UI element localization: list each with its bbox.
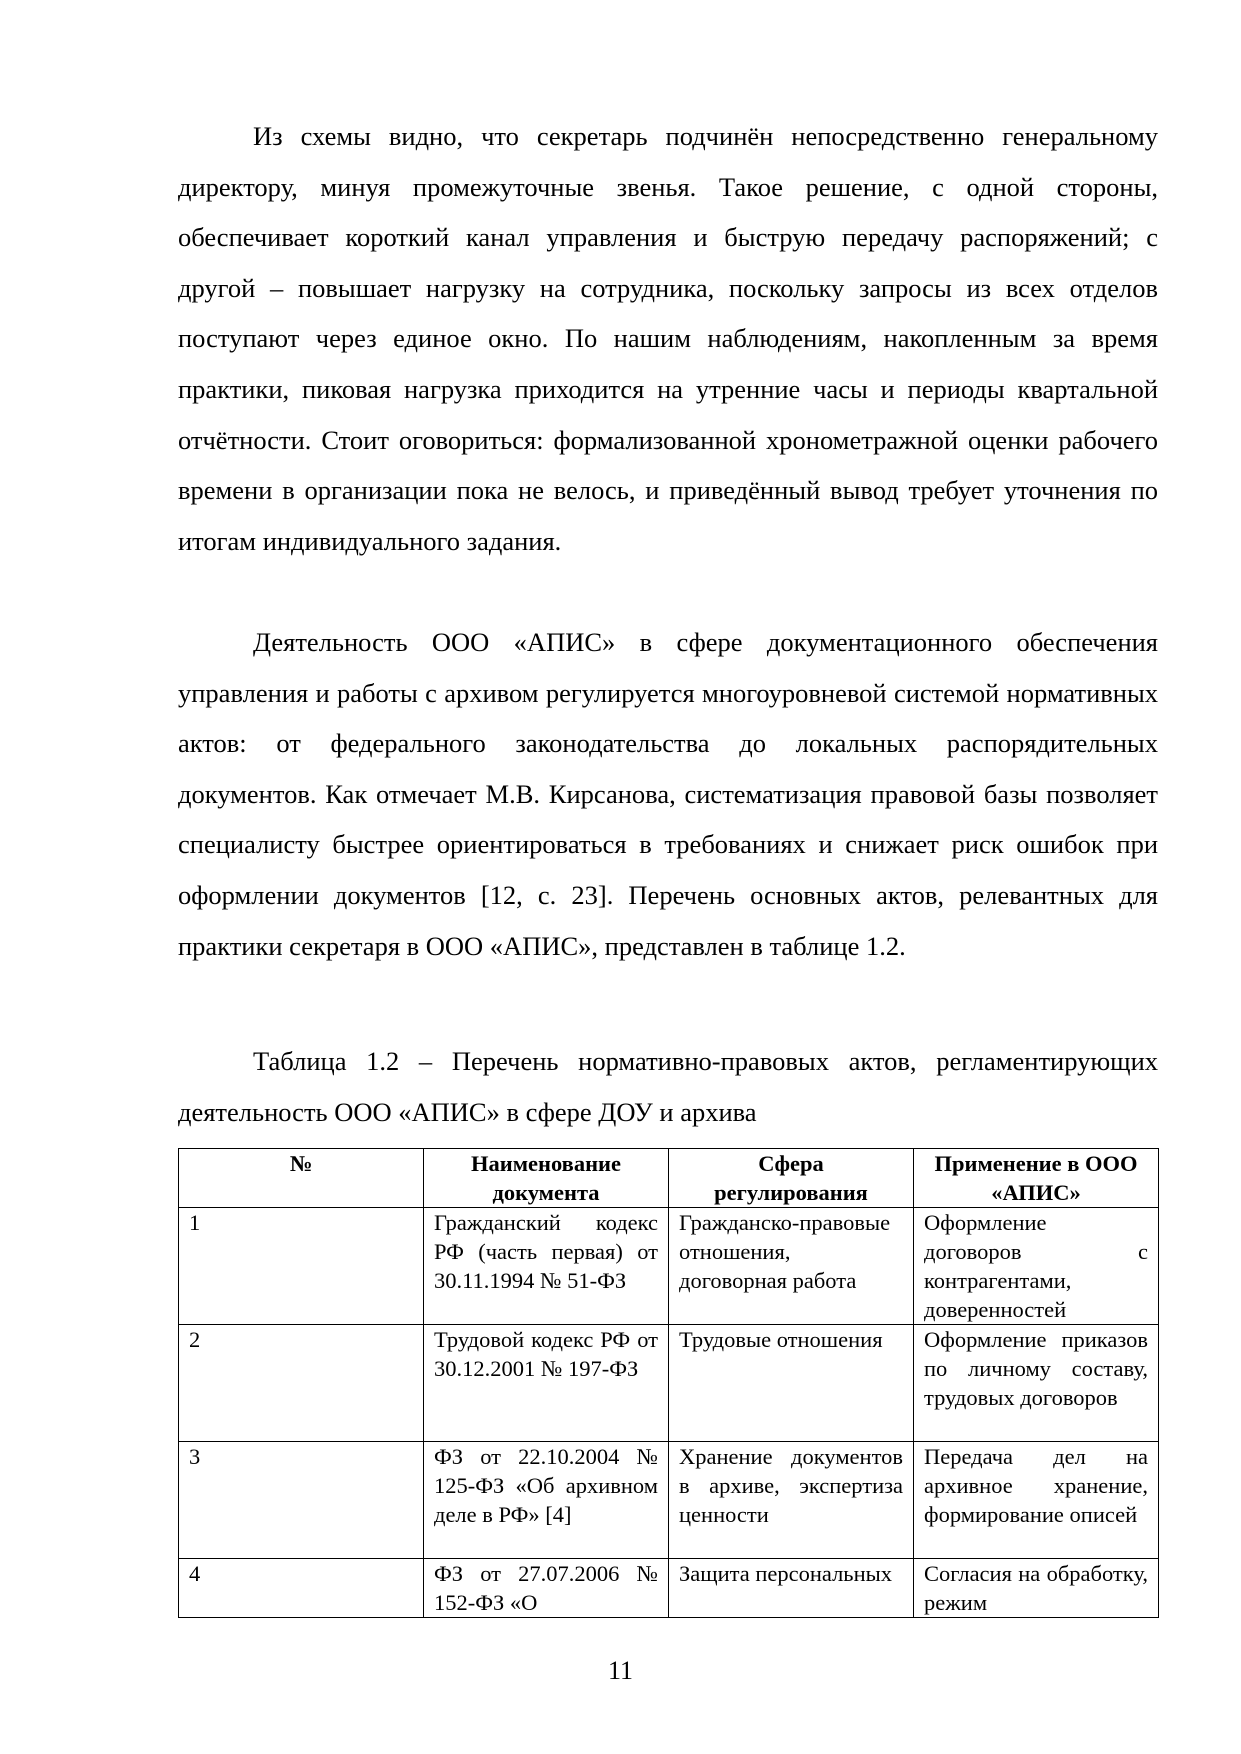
cell-document-name: ФЗ от 27.07.2006 № 152-ФЗ «О <box>424 1559 669 1618</box>
cell-number: 1 <box>179 1208 424 1325</box>
page-number: 11 <box>607 1656 634 1685</box>
cell-application: Согласия на обработку, режим <box>914 1559 1159 1618</box>
cell-regulation-scope: Трудовые отношения <box>669 1325 914 1442</box>
cell-number: 3 <box>179 1442 424 1559</box>
table-caption <box>178 1036 1158 1137</box>
cell-application: Передача дел на архивное хранение, формирование описей <box>914 1442 1159 1559</box>
cell-number: 2 <box>179 1325 424 1442</box>
paragraph-text: Деятельность ООО «АПИС» в сфере документационного обеспечения управления и работы с архивом регулируется многоуровневой системой нормативных актов: от федерального законодательства до локальных распорядительных документов. Как отмечает М.В. Кирсанова, систематизация правовой базы позволяет специалисту быстрее ориентироваться в требованиях и снижает риск ошибок при оформлении документов [12, с. 23]. Перечень основных актов, релевантных для практики секретаря в ООО «АПИС», представлен в таблице 1.2. <box>178 627 1158 961</box>
paragraph-2 <box>178 617 1158 971</box>
cell-application: Оформление приказов по личному составу, трудовых договоров <box>914 1325 1159 1442</box>
table-header-row <box>179 1149 1159 1208</box>
header-document-name: Наименование документа <box>424 1149 669 1208</box>
table-row <box>179 1208 1159 1325</box>
cell-regulation-scope: Хранение документов в архиве, экспертиза ценности <box>669 1442 914 1559</box>
table-row <box>179 1442 1159 1559</box>
paragraph-1 <box>178 111 1158 566</box>
header-application: Применение в ООО «АПИС» <box>914 1149 1159 1208</box>
cell-document-name: Трудовой кодекс РФ от 30.12.2001 № 197-ФЗ <box>424 1325 669 1442</box>
header-regulation-scope: Сфера регулирования <box>669 1149 914 1208</box>
table-caption-text: Таблица 1.2 – Перечень нормативно-правовых актов, регламентирующих деятельность ООО «АПИС» в сфере ДОУ и архива <box>178 1046 1158 1127</box>
cell-regulation-scope: Защита персональных <box>669 1559 914 1618</box>
cell-document-name: Гражданский кодекс РФ (часть первая) от 30.11.1994 № 51-ФЗ <box>424 1208 669 1325</box>
paragraph-text: Из схемы видно, что секретарь подчинён непосредственно генеральному директору, минуя промежуточные звенья. Такое решение, с одной стороны, обеспечивает короткий канал управления и быструю передачу распоряжений; с другой – повышает нагрузку на сотрудника, поскольку запросы из всех отделов поступают через единое окно. По нашим наблюдениям, накопленным за время практики, пиковая нагрузка приходится на утренние часы и периоды квартальной отчётности. Стоит оговориться: формализованной хронометражной оценки рабочего времени в организации пока не велось, и приведённый вывод требует уточнения по итогам индивидуального задания. <box>178 121 1158 556</box>
cell-application: Оформление договоров с контрагентами, доверенностей <box>914 1208 1159 1325</box>
header-number: № <box>179 1149 424 1208</box>
cell-regulation-scope: Гражданско-правовые отношения, договорная работа <box>669 1208 914 1325</box>
table-row <box>179 1559 1159 1618</box>
regulations-table <box>178 1148 1159 1618</box>
cell-document-name: ФЗ от 22.10.2004 № 125-ФЗ «Об архивном деле в РФ» [4] <box>424 1442 669 1559</box>
table-row <box>179 1325 1159 1442</box>
cell-number: 4 <box>179 1559 424 1618</box>
regulations-table-wrapper <box>178 1148 1158 1618</box>
